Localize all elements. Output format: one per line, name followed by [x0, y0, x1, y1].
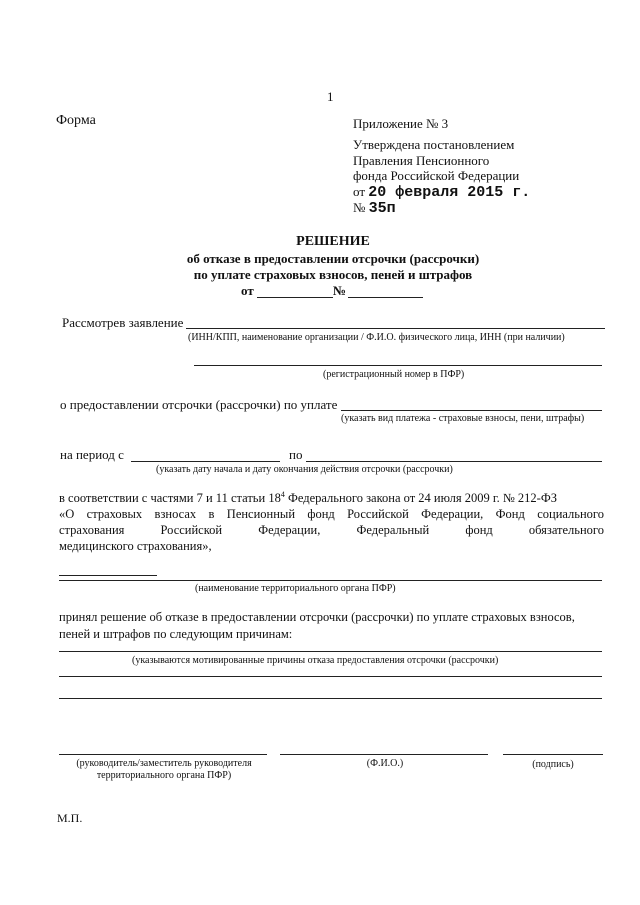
law-line-1-a: в соответствии с частями 7 и 11 статьи 18 [59, 491, 281, 505]
title-line-3: по уплате страховых взносов, пеней и штрафов [193, 267, 473, 282]
approved-line-1: Утверждена постановлением [353, 137, 515, 152]
stamp-place: М.П. [57, 811, 83, 825]
number-label: № [333, 283, 347, 298]
from-label: от [241, 283, 254, 298]
law-line-1 [59, 491, 604, 506]
reg-number-hint: (регистрационный номер в ПФР) [323, 369, 465, 380]
fio-hint: (Ф.И.О.) [366, 758, 404, 769]
number-value: 35п [368, 200, 396, 217]
head-hint-2: территориального органа ПФР) [96, 770, 232, 781]
application-hint: (ИНН/КПП, наименование организации / Ф.И.О. физического лица, ИНН (при наличии) [188, 332, 565, 343]
date-prefix: от [353, 184, 366, 199]
head-signature-line[interactable] [59, 754, 267, 755]
decision-line-2: пеней и штрафов по следующим причинам: [59, 627, 293, 641]
period-start-line[interactable] [131, 461, 280, 462]
form-label: Форма [56, 113, 96, 128]
period-end-line[interactable] [306, 461, 602, 462]
approval-date [353, 184, 530, 201]
date-value: 20 февраля 2015 г. [368, 184, 531, 201]
payment-field-line[interactable] [341, 410, 602, 411]
law-line-4: медицинского страхования», [59, 539, 212, 553]
law-line-3: страхования Российской Федерации, Федеральный фонд обязательного [59, 523, 604, 537]
law-article-superscript: 4 [280, 489, 285, 499]
number-prefix: № [353, 200, 366, 215]
law-line-1-b: Федерального закона от 24 июля 2009 г. № 212-ФЗ [284, 491, 557, 505]
reasons-line-2[interactable] [59, 676, 602, 677]
period-label: на период с [60, 447, 124, 462]
payment-hint: (указать вид платежа - страховые взносы, пени, штрафы) [341, 413, 585, 424]
decision-line-1: принял решение об отказе в предоставлении отсрочки (рассрочки) по уплате страховых взносов, [59, 610, 575, 624]
reasons-line-1[interactable] [59, 651, 602, 652]
organ-field-line[interactable] [59, 580, 602, 581]
fio-line[interactable] [280, 754, 488, 755]
approved-line-3: фонда Российской Федерации [353, 168, 520, 183]
document-title: РЕШЕНИЕ [296, 234, 370, 249]
head-hint-1: (руководитель/заместитель руководителя [76, 758, 252, 769]
reasons-hint: (указываются мотивированные причины отказа предоставления отсрочки (рассрочки) [132, 655, 499, 666]
number-line [348, 297, 423, 298]
application-label: Рассмотрев заявление [62, 315, 184, 330]
law-line-2: «О страховых взносах в Пенсионный фонд Российской Федерации, Фонд социального [59, 507, 604, 521]
application-field-line[interactable] [186, 328, 605, 329]
approval-number [353, 200, 396, 217]
payment-label: о предоставлении отсрочки (рассрочки) по уплате [60, 397, 338, 412]
signature-line[interactable] [503, 754, 603, 755]
appendix-title: Приложение № 3 [353, 116, 449, 131]
organ-hint: (наименование территориального органа ПФР) [195, 583, 396, 594]
organ-line-short [59, 575, 157, 576]
period-hint: (указать дату начала и дату окончания действия отсрочки (рассрочки) [156, 464, 453, 475]
period-to-label: по [289, 447, 303, 462]
approved-line-2: Правления Пенсионного [353, 153, 490, 168]
reasons-line-3[interactable] [59, 698, 602, 699]
title-line-2: об отказе в предоставлении отсрочки (рассрочки) [186, 251, 480, 266]
page-number: 1 [327, 89, 334, 104]
signature-hint: (подпись) [532, 759, 574, 770]
reg-number-line[interactable] [194, 365, 602, 366]
from-date-line [257, 297, 333, 298]
